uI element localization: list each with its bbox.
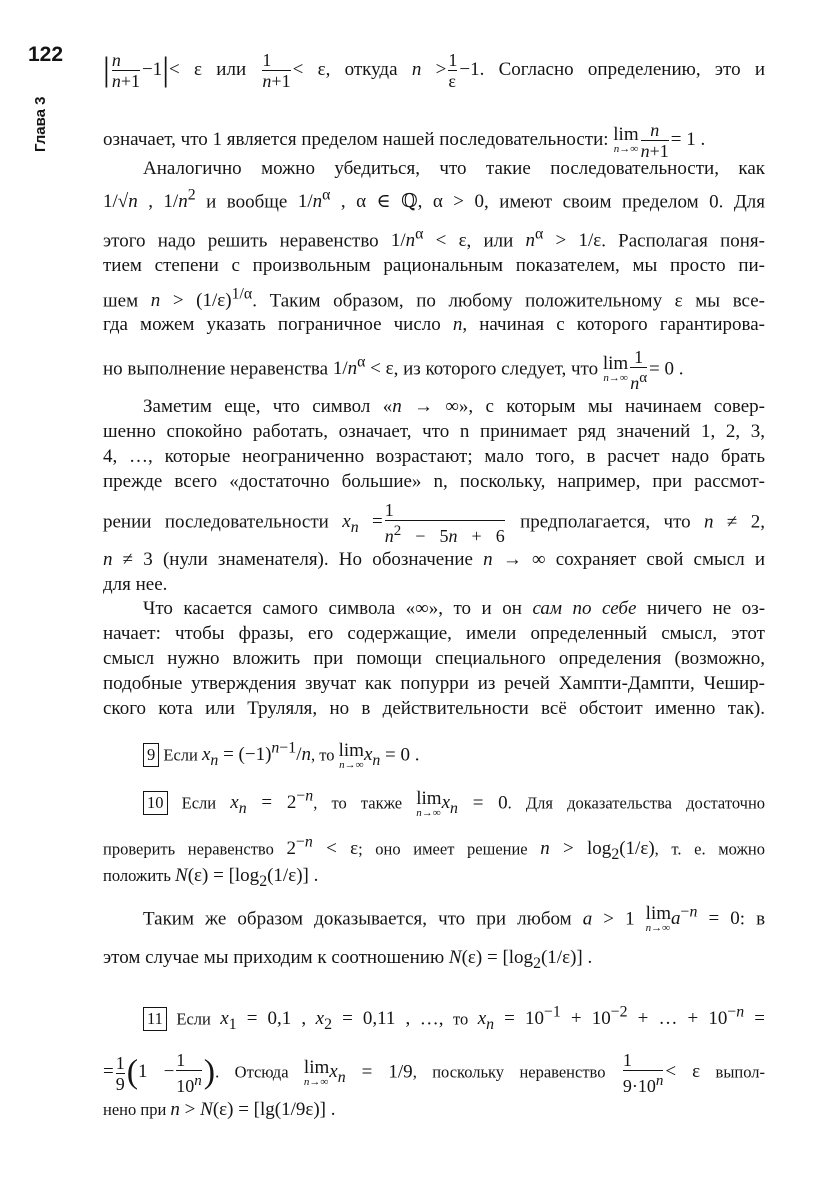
p5-line-2: этом случае мы приходим к соотношению $N(\varepsilon) = [\log_2(1/\varepsilon)]$ . <box>103 947 593 972</box>
example-number-9: 9 <box>143 743 159 767</box>
p4-line-1: Что касается самого символа «∞», то и он сам по себе ничего не оз- <box>143 598 766 619</box>
example-11-line-3: нено при n > N(ε) = [lg(1/9ε)] . <box>103 1099 336 1120</box>
example-10-line-2: проверить неравенство $2^{-n} < \varepsilon$; оно имеет решение $n > \log_2(1/\varepsilon)$, т. е. можно <box>103 834 766 864</box>
p2-line-6: гда можем указать пограничное число n, начиная с которого гарантирова- <box>103 314 765 335</box>
p3-line-3: 4, …, которые неограниченно возрастают; мало того, в расчет надо брать <box>103 446 765 467</box>
example-number-11: 11 <box>143 1007 167 1031</box>
p3-line-6: n ≠ 3 (нули знаменателя). Но обозначение n → ∞ сохраняет свой смысл и <box>103 549 766 570</box>
p2-line-2: 1/√n , $1/n^2$ и вообще $1/n^\alpha$ , α ∈ ℚ, α > 0, имеют своим пределом 0. Для <box>103 187 766 213</box>
p3-line-2: шенно спокойно работать, означает, что n принимает ряд значений 1, 2, 3, <box>103 421 765 442</box>
p4-line-4: подобные утверждения звучат как попурри из речей Хампти-Дампти, Чешир- <box>103 673 765 694</box>
example-number-10: 10 <box>143 791 168 815</box>
example-10-line-3: положить $N(\varepsilon) = [\log_2(1/\varepsilon)]$ . <box>103 865 319 890</box>
p3-line-1: Заметим еще, что символ «n → ∞», с которым мы начинаем совер- <box>143 396 765 417</box>
page-number: 122 <box>28 43 64 66</box>
p4-line-2: начает: чтобы фразы, его содержащие, имели определенный смысл, этот <box>103 623 765 644</box>
p2-line-5: шем $n > (1/\varepsilon)^{1/\alpha}$. Таким образом, по любому положительному ε мы все- <box>103 286 765 312</box>
p1-line-2: означает, что 1 является пределом нашей последовательности: lim n→∞ $\frac{n}{n+1}$ = 1 . <box>103 120 706 161</box>
p4-line-5: ского кота или Труляля, но в действительности всё обстоит именно так). <box>103 698 765 719</box>
example-11-line-1: 11 Если $x_1 = 0,1$ , $x_2 = 0,11$ , …, то $x_n = 10^{-1} + 10^{-2}$ + … + $10^{-n}$ = <box>143 1001 765 1037</box>
p5-line-1: Таким же образом доказывается, что при любом a > 1 lim n→∞ $a^{-n} = 0$: в <box>143 902 766 934</box>
p2-line-1: Аналогично можно убедиться, что такие последовательности, как <box>143 158 765 179</box>
example-11-line-2: = $\frac{1}{9}$ (1 − $\frac{1}{10^n}$ ). Отсюда lim n→∞ $x_n = 1/9$, поскольку неравенство $\frac{1}{9\cdot 10^n}$ < ε выпол- <box>103 1050 765 1096</box>
p2-line-7: но выполнение неравенства $1/n^\alpha < \varepsilon$, из которого следует, что lim n→∞ $\frac{1}{n^\alpha}$ = 0 . <box>103 347 684 393</box>
p4-line-3: смысл нужно вложить при помощи специального определения (возможно, <box>103 648 765 669</box>
p1-line-1: | $\frac{n}{n+1}$ −1|< ε или $\frac{1}{n+1}$ < ε, откуда n > $\frac{1}{\varepsilon}$ −1. Согласно определению, это и <box>103 50 766 91</box>
p3-line-5: рении последовательности $x_n$ = $\frac{1}{n^2 - 5n + 6}$ предполагается, что n ≠ 2, <box>103 500 766 546</box>
p3-line-4: прежде всего «достаточно большие» n, поскольку, например, при рассмот- <box>103 471 765 492</box>
p3-line-7: для нее. <box>103 574 168 595</box>
p2-line-3: этого надо решить неравенство $1/n^\alpha < \varepsilon$, или $n^\alpha > 1/\varepsilon$. Располагая поня- <box>103 226 765 252</box>
example-9: 9 Если $x_n = (-1)^{n-1}/n$, то lim n→∞ $x_n = 0$ . <box>143 737 805 773</box>
formula-abs: | $\frac{n}{n+1}$ −1|< ε <box>103 50 202 91</box>
p2-line-4: тием степени с произвольным рациональным показателем, мы просто пи- <box>103 255 765 276</box>
example-10-line-1: 10 Если $x_n = 2^{-n}$, то также lim n→∞ $x_n = 0$. Для доказательства достаточно <box>143 785 765 821</box>
chapter-label: Глава 3 <box>32 96 49 152</box>
